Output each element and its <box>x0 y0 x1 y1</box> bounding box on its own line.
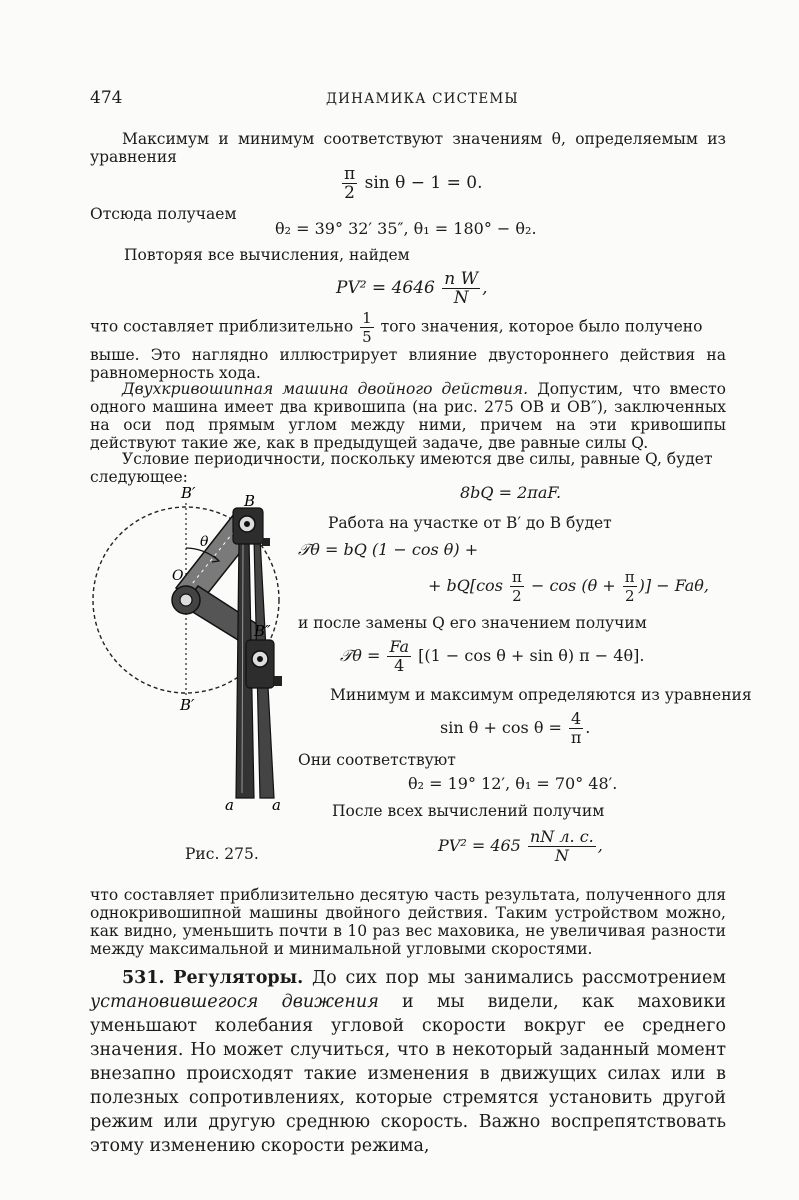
paragraph-6: Условие периодичности, поскольку имеются две силы, равные Q, будет следующее: <box>90 450 713 486</box>
label-o: O <box>172 568 184 584</box>
equation-6: 𝒯θ = $\frac{Fa}{4}$ [(1 − cos θ + sin θ) π − 4θ]. <box>340 637 645 675</box>
section-number: 531. <box>122 968 165 988</box>
paragraph-12: что составляет приблизительно десятую часть результата, полученного для однокривошипной машины двойного действия. Таким устройством можно, как видно, уменьшить почти в 10 раз вес маховика, не увеличивая разности между максимальной и минимальной угловыми скоростями. <box>90 886 726 958</box>
equation-5b: + bQ[cos $\frac{\pi}{2}$ − cos (θ + $\frac{\pi}{2}$ )] − Faθ, <box>428 568 709 605</box>
section-531: 531. Регуляторы. До сих пор мы занимались рассмотрением установившегося движения и мы видели, как маховики уменьшают колебания угловой скорости вокруг ее среднего значения. Но может случиться, что в некоторый заданный момент внезапно происходят такие изменения в движущих силах или в полезных сопротивлениях, которые стремятся установить другой режим или другую среднюю скорость. Важно воспрепятствовать этому изменению скорости режима, <box>90 968 726 1156</box>
paragraph-3: Повторяя все вычисления, найдем <box>124 246 410 264</box>
equation-8: θ₂ = 19° 12′, θ₁ = 70° 48′. <box>408 774 618 793</box>
paragraph-2: Отсюда получаем <box>90 205 237 223</box>
equation-3: PV² = 4646 $\frac{\text{n W}}{N}$ , <box>336 269 488 308</box>
paragraph-4-cont: выше. Это наглядно иллюстрирует влияние двустороннего действия на равномерность хода. <box>90 346 726 382</box>
equation-5a: 𝒯θ = bQ (1 − cos θ) + <box>298 540 479 559</box>
paragraph-5: Двухкривошипная машина двойного действия. Допустим, что вместо одного машина имеет два кривошипа (на рис. 275 OB и OB″), заключенных на оси под прямым углом между ними, причем на эти кривошипы действуют такие же, как в предыдущей задаче, две равные силы Q. <box>90 380 727 452</box>
shaft-o <box>172 586 200 614</box>
page-number: 474 <box>90 88 123 108</box>
paragraph-1: Максимум и минимум соответствуют значениям θ, определяемым из уравнения <box>90 130 726 166</box>
paragraph-11: После всех вычислений получим <box>332 802 605 820</box>
paragraph-8: и после замены Q его значением получим <box>298 614 647 632</box>
label-b-top: B <box>244 492 256 510</box>
paragraph-7: Работа на участке от B′ до B будет <box>328 514 612 532</box>
pin-b-double <box>246 640 282 688</box>
equation-4: 8bQ = 2πaF. <box>460 483 562 502</box>
pin-b <box>233 508 270 546</box>
label-a-left: a <box>225 796 234 814</box>
label-b-prime-bottom: B′ <box>180 696 195 714</box>
paragraph-4-line1: что составляет приблизительно $\frac{1}{5}$ того значения, которое было получено <box>90 309 703 346</box>
running-title: ДИНАМИКА СИСТЕМЫ <box>326 91 519 107</box>
label-b-double: B″ <box>254 622 271 640</box>
figure-275 <box>88 478 300 838</box>
label-a-right: a <box>272 796 281 814</box>
paragraph-9: Минимум и максимум определяются из уравнения <box>330 686 752 704</box>
figure-caption: Рис. 275. <box>185 845 259 863</box>
equation-9: PV² = 465 $\frac{\text{nN л. с.}}{N}$ , <box>438 827 603 865</box>
equation-2: θ₂ = 39° 32′ 35″, θ₁ = 180° − θ₂. <box>275 219 537 238</box>
equation-1: $\frac{\pi}{2}$ sin θ − 1 = 0. <box>344 164 483 203</box>
paragraph-10: Они соответствуют <box>298 751 456 769</box>
section-title: Регуляторы. <box>173 968 304 988</box>
label-b-prime-top: B′ <box>181 484 196 502</box>
label-theta: θ <box>200 534 209 550</box>
equation-7: sin θ + cos θ = $\frac{4}{\pi}$ . <box>440 709 591 747</box>
